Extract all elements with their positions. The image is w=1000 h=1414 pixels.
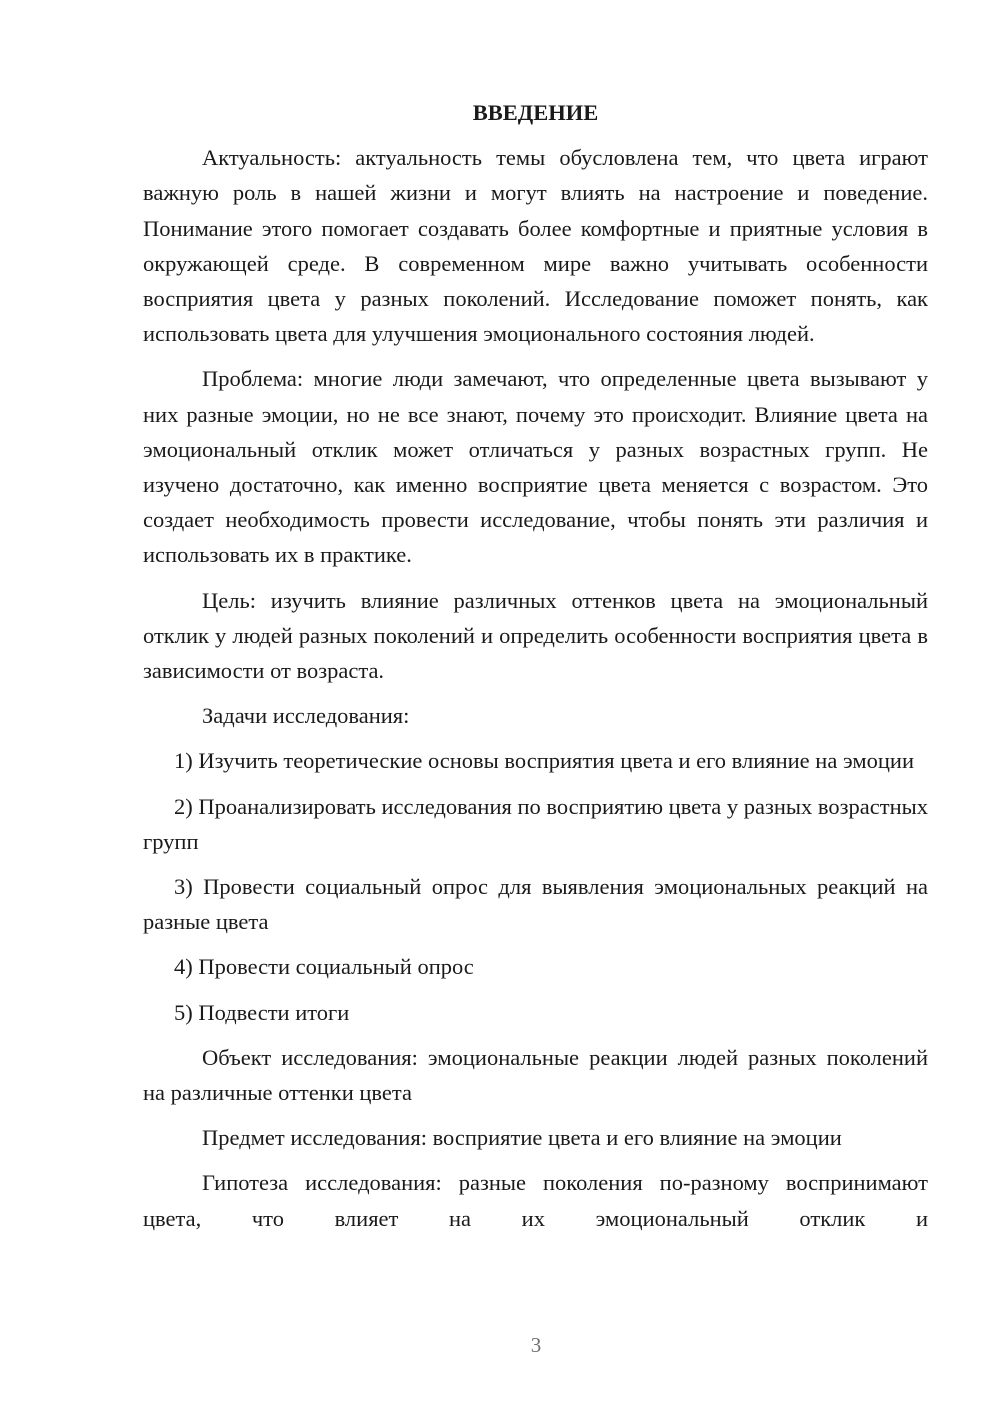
paragraph-object: Объект исследования: эмоциональные реакции людей разных поколений на различные оттенки цвета xyxy=(143,1044,928,1106)
paragraph-subject: Предмет исследования: восприятие цвета и его влияние на эмоции xyxy=(202,1125,842,1151)
task-item-1: 1) Изучить теоретические основы восприятия цвета и его влияние на эмоции xyxy=(174,748,915,774)
tasks-heading: Задачи исследования: xyxy=(202,703,410,729)
task-item-3: 3) Провести социальный опрос для выявления эмоциональных реакций на разные цвета xyxy=(143,874,928,935)
paragraph-problem: Проблема: многие люди замечают, что определенные цвета вызывают у них разные эмоции, но не все знают, почему это происходит. Влияние цвета на эмоциональный отклик может отличаться у разных возрастных групп. Не изучено достаточно, как именно восприятие цвета меняется с возрастом. Это создает необходимость провести исследование, чтобы понять эти различия и использовать их в практике. xyxy=(143,366,928,568)
task-item-2: 2) Проанализировать исследования по восприятию цвета у разных возрастных групп xyxy=(143,793,928,854)
paragraph-goal: Цель: изучить влияние различных оттенков цвета на эмоциональный отклик у людей разных поколений и определить особенности восприятия цвета в зависимости от возраста. xyxy=(143,587,928,684)
task-item-5: 5) Подвести итоги xyxy=(174,999,350,1025)
page-content xyxy=(143,95,928,1246)
task-item-4: 4) Провести социальный опрос xyxy=(174,954,474,980)
page-number: 3 xyxy=(530,1333,542,1357)
paragraph-relevance: Актуальность: актуальность темы обусловлена тем, что цвета играют важную роль в нашей жизни и могут влиять на настроение и поведение. Понимание этого помогает создавать более комфортные и приятные условия в окружающей среде. В современном мире важно учитывать особенности восприятия цвета у разных поколений. Исследование поможет понять, как использовать цвета для улучшения эмоционального состояния людей. xyxy=(143,145,928,347)
section-heading: ВВЕДЕНИЕ xyxy=(472,100,599,125)
paragraph-hypothesis: Гипотеза исследования: разные поколения по-разному воспринимают цвета, что влияет на их эмоциональный отклик и xyxy=(143,1170,928,1231)
